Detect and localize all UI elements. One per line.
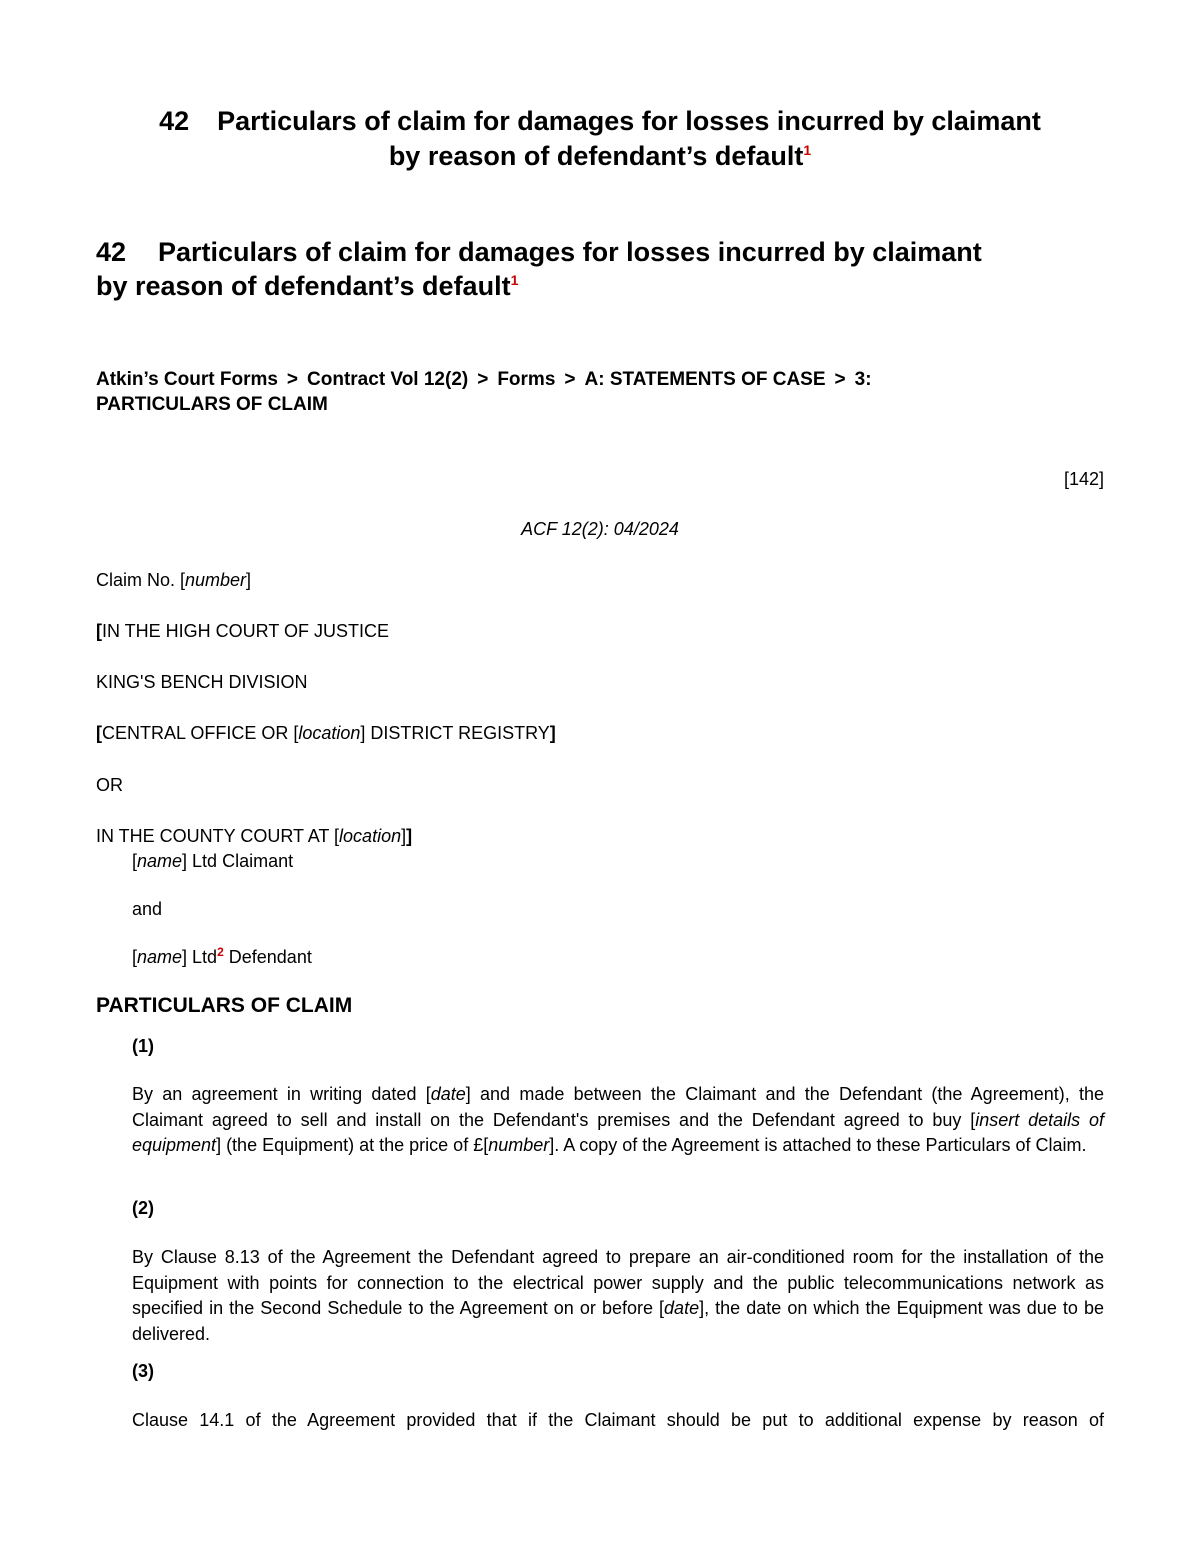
breadcrumb-item-statements[interactable]: A: STATEMENTS OF CASE [584,369,826,390]
form-reference: [142] [1063,469,1104,489]
paragraph-1: By an agreement in writing dated [date] and made between the Claimant and the Defendant (the Agreement), the Claimant agreed to sell and install on the Defendant's premises and the Defendant agreed to buy [insert details of equipment] (the Equipment) at the price of £[number]. A copy of the Agreement is attached to these Particulars of Claim. [132,1084,1104,1155]
placeholder-number: number [185,570,247,590]
court-line-1: [IN THE HIGH COURT OF JUSTICE [96,621,390,641]
heading-line2: by reason of defendant’s default [388,141,804,171]
party-and: and [132,899,163,919]
placeholder-date: date [664,1298,700,1318]
footnote-ref-2[interactable]: 2 [217,945,224,959]
party-defendant: [name] Ltd$^2$ Defendant [132,945,312,967]
breadcrumb [96,367,1104,417]
paragraph-number-2: (2) [132,1198,154,1218]
paragraph-number-1: (1) [132,1036,154,1056]
document-title-left [96,235,1104,303]
breadcrumb-separator: > [286,369,299,390]
placeholder-location: location [298,723,361,743]
party-claimant: [name] Ltd Claimant [132,851,294,871]
breadcrumb-separator: > [477,369,489,390]
or-separator: OR [96,775,123,795]
placeholder-equipment: insert details of equipment [132,1109,1104,1155]
paragraph-2: By Clause 8.13 of the Agreement the Defendant agreed to prepare an air-conditioned room for the installation of the Equipment with points for connection to the electrical power supply and the public telecommunications network as specified in the Second Schedule to the Agreement on or before [date], the date on which the Equipment was due to be delivered. [132,1247,1104,1344]
footnote-ref-1[interactable]: 1 [803,142,812,158]
breadcrumb-item-contract[interactable]: Contract Vol 12(2) [307,369,469,390]
heading-line1: Particulars of claim for damages for losses incurred by claimant [158,237,982,267]
heading-line1: Particulars of claim for damages for losses incurred by claimant [217,106,1041,136]
paragraph-3: Clause 14.1 of the Agreement provided that if the Claimant should be put to additional expense by reason of [132,1410,1104,1430]
heading-number: 42 [159,106,190,136]
breadcrumb-item-atkins[interactable]: Atkin’s Court Forms [96,369,278,390]
footnote-ref-1[interactable]: 1 [510,272,519,288]
breadcrumb-separator: > [564,369,576,390]
placeholder-location: location [339,826,402,846]
placeholder-number: number [488,1135,550,1155]
placeholder-name: name [137,947,183,967]
breadcrumb-separator: > [834,369,846,390]
heading-line2: by reason of defendant’s default [96,271,511,301]
placeholder-date: date [430,1084,466,1104]
paragraph-number-3: (3) [132,1361,154,1381]
county-court-line: IN THE COUNTY COURT AT [location]] [96,826,413,846]
heading-number: 42 [96,237,127,267]
acf-reference: ACF 12(2): 04/2024 [521,519,679,539]
document-title-centered [96,104,1104,174]
placeholder-name: name [137,851,183,871]
section-heading: PARTICULARS OF CLAIM [96,994,353,1017]
breadcrumb-item-3[interactable]: 3: [854,369,872,390]
breadcrumb-item-particulars[interactable]: PARTICULARS OF CLAIM [96,394,328,415]
court-line-3: [CENTRAL OFFICE OR [location] DISTRICT REGISTRY] [96,723,556,743]
breadcrumb-item-forms[interactable]: Forms [497,369,556,390]
claim-number: Claim No. [number] [96,570,252,590]
court-line-2: KING'S BENCH DIVISION [96,672,308,692]
